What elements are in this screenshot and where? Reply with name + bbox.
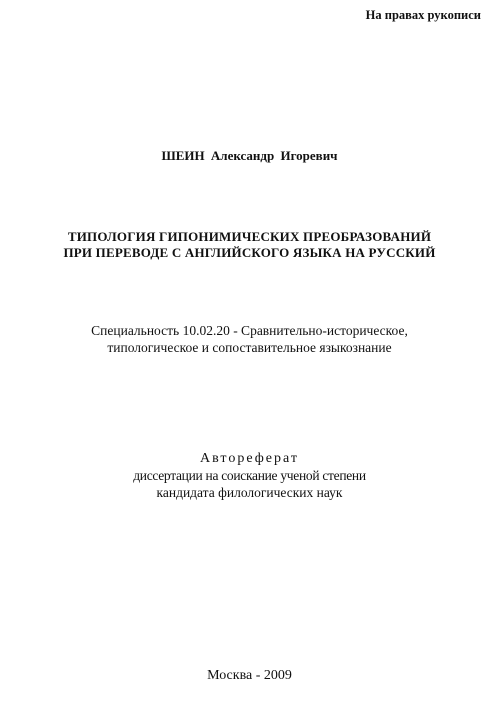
author-name: ШЕИН Александр Игоревич	[161, 148, 338, 163]
dissertation-title-line-1: ТИПОЛОГИЯ ГИПОНИМИЧЕСКИХ ПРЕОБРАЗОВАНИЙ	[67, 229, 432, 244]
abstract-label: Автореферат	[200, 451, 299, 466]
specialty-line-1: Специальность 10.02.20 - Сравнительно-историческое,	[91, 323, 408, 338]
manuscript-rights-note: На правах рукописи	[365, 8, 481, 22]
specialty-line-2: типологическое и сопоставительное языкознание	[107, 340, 392, 355]
dissertation-title-line-2: ПРИ ПЕРЕВОДЕ С АНГЛИЙСКОГО ЯЗЫКА НА РУССКИЙ	[63, 245, 436, 260]
abstract-field-line: кандидата филологических наук	[156, 485, 343, 500]
city-year: Москва - 2009	[207, 668, 292, 683]
abstract-degree-line: диссертации на соискание ученой степени	[133, 468, 366, 483]
